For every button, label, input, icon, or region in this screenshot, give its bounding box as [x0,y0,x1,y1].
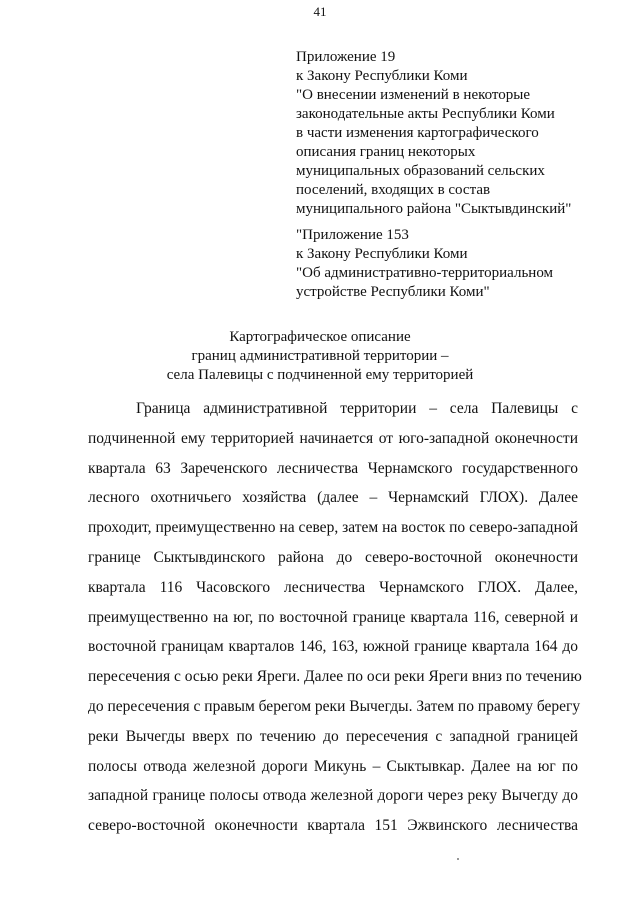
title-line: Картографическое описание [229,329,411,345]
body-line: границе Сыктывдинского района до северо-восточной оконечности [88,548,578,566]
appendix-153-header [296,226,616,302]
body-line: западной границе полосы отвода железной дороги через реку Вычегду до [88,787,578,805]
body-line: полосы отвода железной дороги Микунь – Сыктывкар. Далее на юг по [88,757,578,775]
appendix-19-line: муниципальных образований сельских [296,163,545,179]
appendix-153-line: устройстве Республики Коми" [296,284,490,300]
body-line: лесного охотничьего хозяйства (далее – Чернамский ГЛОХ). Далее [88,489,578,507]
body-line: квартала 116 Часовского лесничества Чернамского ГЛОХ. Далее, [88,578,578,596]
body-line: пересечения с осью реки Яреги. Далее по оси реки Яреги вниз по течению [88,668,582,686]
appendix-19-header [296,48,616,219]
boundary-description [88,394,582,841]
body-line: проходит, преимущественно на север, затем на восток по северо-западной [88,519,578,537]
appendix-19-line: законодательные акты Республики Коми [296,106,555,122]
appendix-19-line: "О внесении изменений в некоторые [296,87,531,103]
title-line: границ административной территории – [191,348,449,364]
body-line: подчиненной ему территорией начинается от юго-западной оконечности [88,429,578,447]
appendix-153-line: "Приложение 153 [296,227,409,243]
appendix-19-line: к Закону Республики Коми [296,68,468,84]
document-title [0,328,640,385]
appendix-153-line: к Закону Республики Коми [296,246,468,262]
page-number: 41 [313,4,327,19]
appendix-19-line: муниципального района "Сыктывдинский" [296,201,572,217]
appendix-153-line: "Об административно-территориальном [296,265,554,281]
scan-speck [457,858,459,860]
appendix-19-line: в части изменения картографического [296,125,539,141]
appendix-19-line: Приложение 19 [296,49,396,65]
body-line: северо-восточной оконечности квартала 151 Эжвинского лесничества [88,817,578,835]
title-line: села Палевицы с подчиненной ему территорией [166,367,474,383]
body-line: преимущественно на юг, по восточной границе квартала 116, северной и [88,608,578,626]
body-line: Граница административной территории – села Палевицы с [136,400,578,417]
appendix-19-line: поселений, входящих в состав [296,182,491,198]
body-line: квартала 63 Зареченского лесничества Чернамского государственного [88,459,578,477]
appendix-19-line: описания границ некоторых [296,144,476,160]
body-line: восточной границам кварталов 146, 163, южной границе квартала 164 до [88,638,578,656]
body-line: реки Вычегды вверх по течению до пересечения с западной границей [88,727,578,745]
body-line: до пересечения с правым берегом реки Вычегды. Затем по правому берегу [88,697,581,715]
